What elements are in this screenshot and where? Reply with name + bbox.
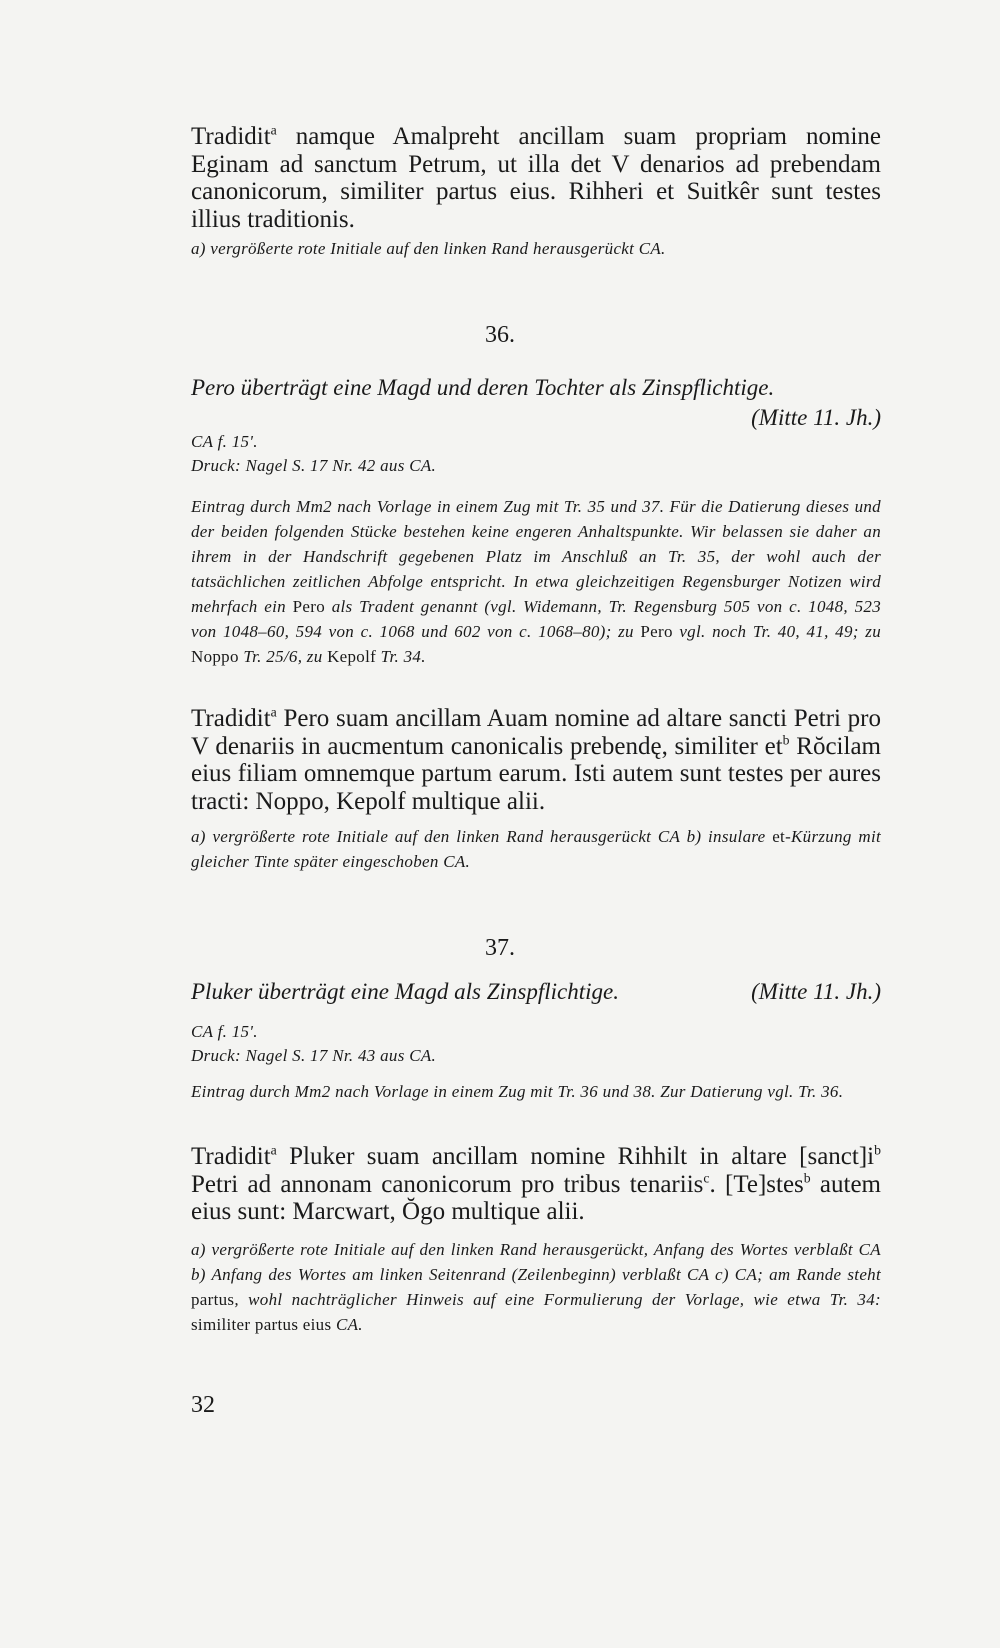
entry-37-date: (Mitte 11. Jh.) <box>751 979 881 1004</box>
entry-36-manuscript: CA f. 15'. <box>191 432 258 451</box>
entry-37-source <box>191 1020 881 1068</box>
entry-36-print: Druck: Nagel S. 17 Nr. 42 aus CA. <box>191 456 437 475</box>
entry-37-commentary: Eintrag durch Mm2 nach Vorlage in einem Zug mit Tr. 36 und 38. Zur Datierung vgl. Tr. 36. <box>191 1082 844 1101</box>
entry-37-heading <box>191 976 881 1008</box>
entry-37-footnotes: a) vergrößerte rote Initiale auf den linken Rand herausgerückt, Anfang des Wortes verblaßt CA b) Anfang des Wortes am linken Seitenrand (Zeilenbeginn) verblaßt CA c) CA; am Rande steht partus, wohl nachträglicher Hinweis auf eine Formulierung der Vorlage, wie etwa Tr. 34: similiter partus eius CA. <box>191 1240 881 1334</box>
entry-36-footnotes: a) vergrößerte rote Initiale auf den linken Rand herausgerückt CA b) insulare et-Kürzung mit gleicher Tinte später eingeschoben CA. <box>191 827 881 871</box>
entry-36-date: (Mitte 11. Jh.) <box>751 405 881 430</box>
entry-35-footnote: a) vergrößerte rote Initiale auf den linken Rand herausgerückt CA. <box>191 239 666 258</box>
entry-37-manuscript: CA f. 15'. <box>191 1022 258 1041</box>
entry-36-text: Tradidit$^a$ Pero suam ancillam Auam nomine ad altare sancti Petri pro V denariis in aucmentum canonicalis prebendę, similiter $et^b$ Rŏcilam eius filiam omnemque partum earum. Isti autem sunt testes per aures tracti: Noppo, Kepolf multique alii. <box>191 704 881 815</box>
entry-35-text: Tradidit$^a$ namque Amalpreht ancillam suam propriam nomine Eginam ad sanctum Petrum, ut illa det V denarios ad prebendam canonicorum, similiter partus eius. Rihheri et Suitkêr sunt testes illius traditionis. <box>191 122 881 233</box>
entry-37-title: Pluker überträgt eine Magd als Zinspflichtige. <box>191 979 620 1004</box>
entry-37-text: Tradidit$^a$ Pluker suam ancillam nomine Rihhilt in altare $[sanct]i^b$ Petri ad annonam canonicorum pro tribus tenariis$^c$. [Te]stes$^b$ autem eius sunt: Marcwart, Ŏgo multique alii. <box>191 1142 881 1225</box>
entry-36-source <box>191 430 881 478</box>
entry-36-commentary: Eintrag durch Mm2 nach Vorlage in einem Zug mit Tr. 35 und 37. Für die Datierung dieses und der beiden folgenden Stücke bestehen keine engeren Anhaltspunkte. Wir belassen sie daher an ihrem in der Handschrift gegebenen Platz im Anschluß an Tr. 35, der wohl auch der tatsächlichen zeitlichen Abfolge entspricht. In etwa gleichzeitigen Regensburger Notizen wird mehrfach ein Pero als Tradent genannt (vgl. Widemann, Tr. Regensburg 505 von c. 1048, 523 von 1048–60, 594 von c. 1068 und 602 von c. 1068–80); zu Pero vgl. noch Tr. 40, 41, 49; zu Noppo Tr. 25/6, zu Kepolf Tr. 34. <box>191 497 882 666</box>
entry-37-print: Druck: Nagel S. 17 Nr. 43 aus CA. <box>191 1046 437 1065</box>
entry-37-number: 37. <box>485 935 515 961</box>
page-number: 32 <box>191 1392 215 1418</box>
entry-36-title: Pero überträgt eine Magd und deren Tochter als Zinspflichtige. <box>191 375 775 400</box>
entry-36-number: 36. <box>485 322 515 348</box>
